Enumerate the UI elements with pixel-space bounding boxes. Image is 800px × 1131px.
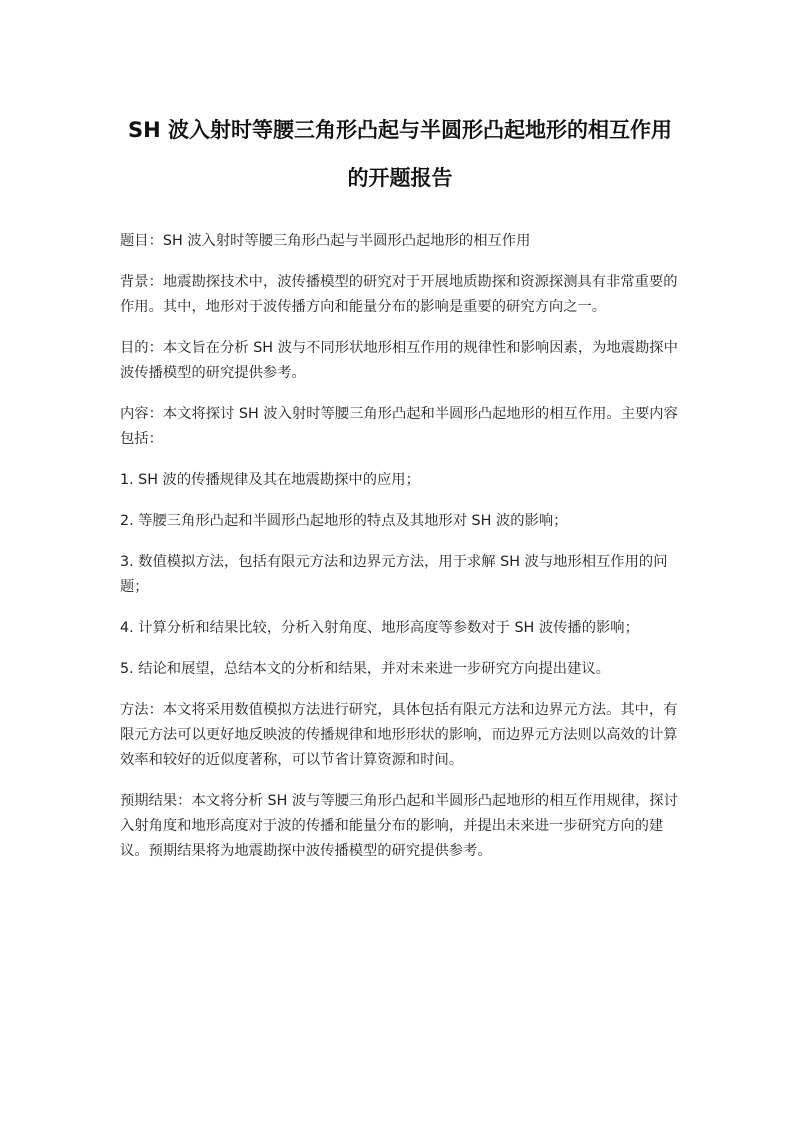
list-item-4: 4. 计算分析和结果比较，分析入射角度、地形高度等参数对于 SH 波传播的影响； [120, 620, 639, 636]
document-title-line-1: SH 波入射时等腰三角形凸起与半圆形凸起地形的相互作用 [127, 118, 672, 142]
paragraph-content: 内容：本文将探讨 SH 波入射时等腰三角形凸起和半圆形凸起地形的相互作用。主要内容包括： [120, 406, 678, 447]
list-item-3: 3. 数值模拟方法，包括有限元方法和边界元方法，用于求解 SH 波与地形相互作用的问题； [120, 554, 668, 595]
list-item-1: 1. SH 波的传播规律及其在地震勘探中的应用； [120, 472, 420, 488]
document-title-line-2: 的开题报告 [347, 166, 453, 190]
paragraph-method: 方法：本文将采用数值模拟方法进行研究，具体包括有限元方法和边界元方法。其中，有限元方法可以更好地反映波的传播规律和地形形状的影响，而边界元方法则以高效的计算效率和较好的近似度著称，可以节省计算资源和时间。 [120, 702, 678, 768]
paragraph-background: 背景：地震勘探技术中，波传播模型的研究对于开展地质勘探和资源探测具有非常重要的作用。其中，地形对于波传播方向和能量分布的影响是重要的研究方向之一。 [120, 274, 678, 315]
paragraph-purpose: 目的：本文旨在分析 SH 波与不同形状地形相互作用的规律性和影响因素，为地震勘探中波传播模型的研究提供参考。 [120, 340, 678, 381]
list-item-2: 2. 等腰三角形凸起和半圆形凸起地形的特点及其地形对 SH 波的影响； [120, 513, 568, 529]
document-body [120, 229, 686, 880]
list-item-5: 5. 结论和展望，总结本文的分析和结果，并对未来进一步研究方向提出建议。 [120, 661, 610, 677]
paragraph-topic: 题目：SH 波入射时等腰三角形凸起与半圆形凸起地形的相互作用 [120, 233, 531, 249]
paragraph-expected-results: 预期结果：本文将分析 SH 波与等腰三角形凸起和半圆形凸起地形的相互作用规律，探讨入射角度和地形高度对于波的传播和能量分布的影响，并提出未来进一步研究方向的建议。预期结果将为地震勘探中波传播模型的研究提供参考。 [120, 793, 678, 859]
